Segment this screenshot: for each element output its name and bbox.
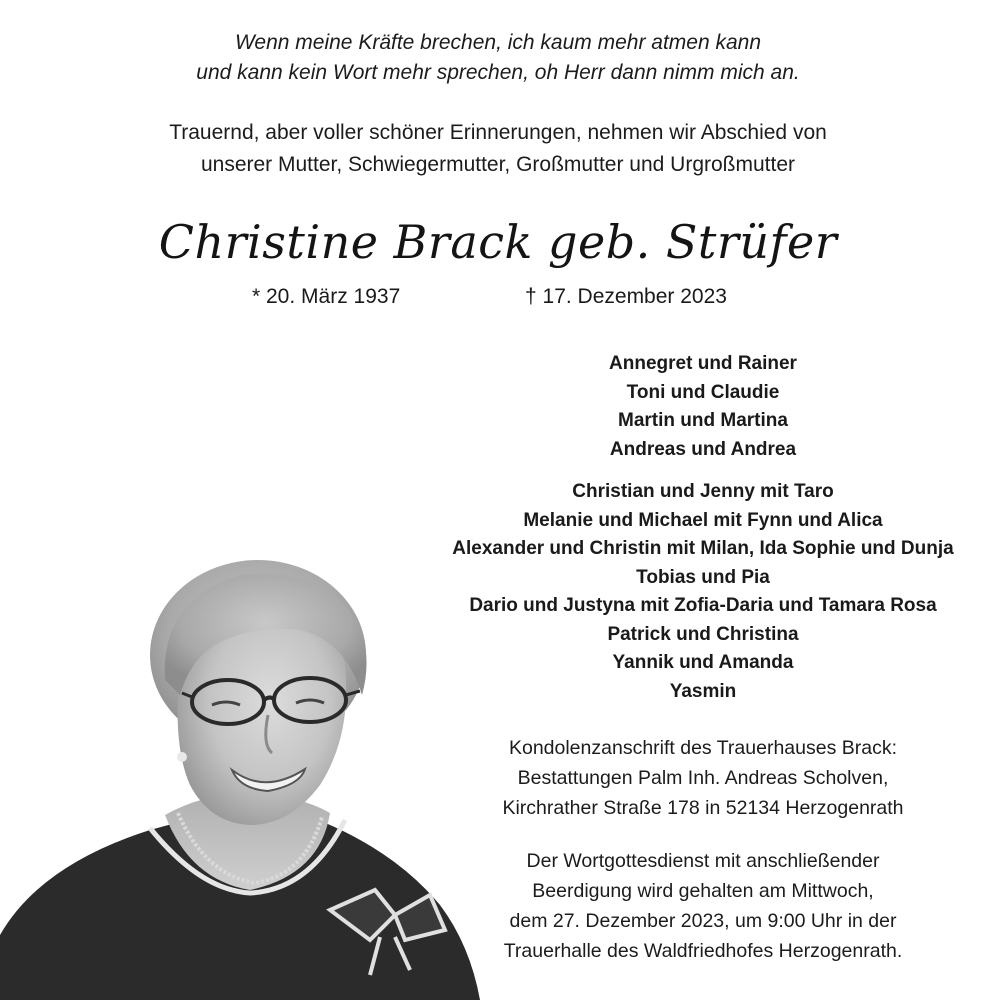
service-line: Trauerhalle des Waldfriedhofes Herzogenrath. xyxy=(503,940,903,962)
list-item: Andreas und Andrea xyxy=(609,438,797,460)
verse-line-2: und kann kein Wort mehr sprechen, oh Herr dann nimm mich an. xyxy=(196,61,800,84)
list-item: Tobias und Pia xyxy=(636,566,770,588)
service-line: Beerdigung wird gehalten am Mittwoch, xyxy=(532,880,874,902)
list-item: Annegret und Rainer xyxy=(609,353,797,374)
list-item: Toni und Claudie xyxy=(626,381,780,403)
condolence-address xyxy=(420,733,986,823)
condolence-line: Kirchrather Straße 178 in 52134 Herzogenrath xyxy=(502,797,904,819)
verse-line-1: Wenn meine Kräfte brechen, ich kaum mehr atmen kann xyxy=(234,31,762,54)
list-item: Alexander und Christin mit Milan, Ida Sophie und Dunja xyxy=(452,538,954,559)
list-item: Yannik und Amanda xyxy=(612,652,794,673)
list-item: Christian und Jenny mit Taro xyxy=(572,481,834,502)
birth-date: * 20. März 1937 xyxy=(252,285,401,308)
death-date: † 17. Dezember 2023 xyxy=(525,285,727,308)
portrait-photo xyxy=(0,545,480,1000)
children-list xyxy=(420,350,986,464)
service-info xyxy=(420,846,986,966)
list-item: Melanie und Michael mit Fynn und Alica xyxy=(523,509,883,531)
list-item: Martin und Martina xyxy=(618,410,788,431)
condolence-line: Bestattungen Palm Inh. Andreas Scholven, xyxy=(517,767,889,789)
grandchildren-list xyxy=(420,478,986,706)
intro-line-1: Trauernd, aber voller schöner Erinnerungen, nehmen wir Abschied von xyxy=(169,121,827,144)
intro-line-2: unserer Mutter, Schwiegermutter, Großmutter und Urgroßmutter xyxy=(200,153,796,176)
list-item: Yasmin xyxy=(669,680,737,702)
service-line: dem 27. Dezember 2023, um 9:00 Uhr in der xyxy=(509,910,897,932)
service-line: Der Wortgottesdienst mit anschließender xyxy=(526,850,880,872)
condolence-line: Kondolenzanschrift des Trauerhauses Brack: xyxy=(508,737,898,759)
list-item: Patrick und Christina xyxy=(607,623,799,645)
list-item: Dario und Justyna mit Zofia-Daria und Tamara Rosa xyxy=(469,595,937,616)
deceased-name: Christine Brack geb. Strüfer xyxy=(158,215,838,269)
